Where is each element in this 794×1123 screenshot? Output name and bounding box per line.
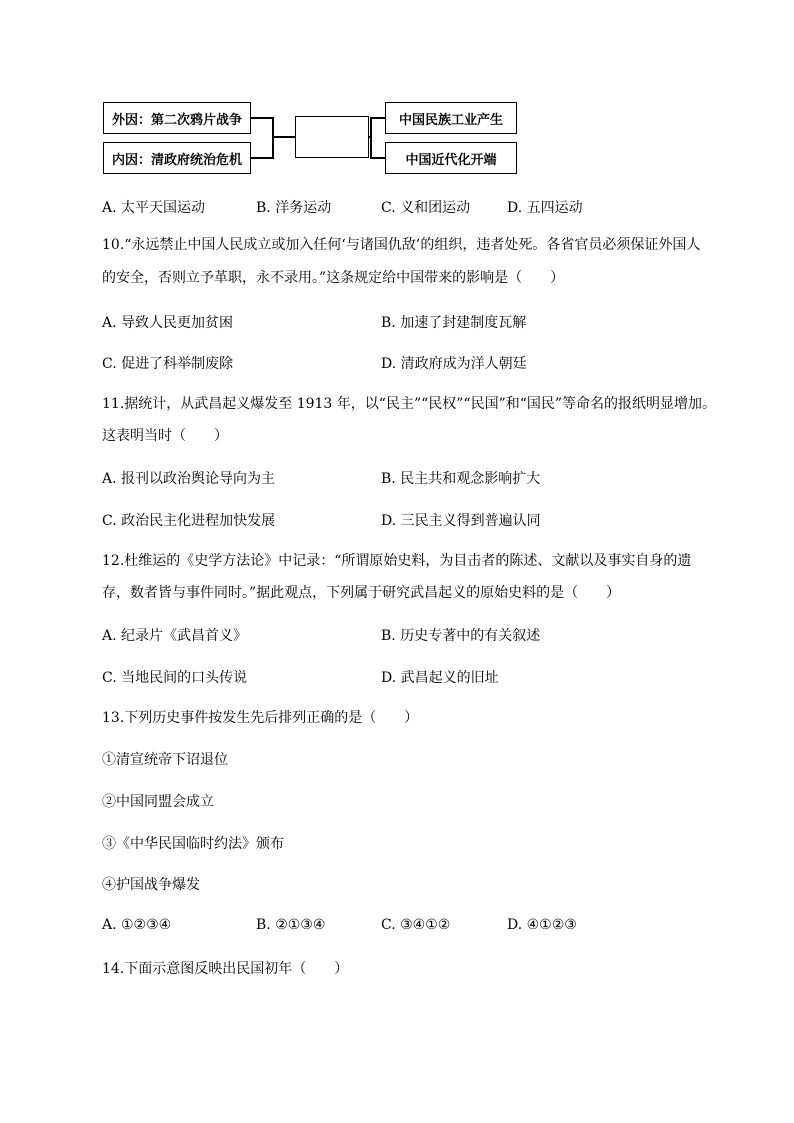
national-industry-box: 中国民族工业产生 <box>385 102 517 134</box>
q10-option-d[interactable]: D. 清政府成为洋人朝廷 <box>381 356 527 372</box>
q11-option-c[interactable]: C. 政治民主化进程加快发展 <box>102 513 276 529</box>
q12-stem-line1: 12.杜维运的《史学方法论》中记录：“所谓原始史料，为目击者的陈述、文献以及事实自身的遗 <box>102 553 692 569</box>
center-blank-box <box>295 116 369 158</box>
q13-option-b[interactable]: B. ②①③④ <box>256 917 326 933</box>
q10-stem-line1: 10.“永远禁止中国人民成立或加入任何‘与诸国仇敌’的组织，违者处死。各省官员必须保证外国人 <box>102 237 701 253</box>
q13-option-d[interactable]: D. ④①②③ <box>507 917 577 933</box>
q9-option-d[interactable]: D. 五四运动 <box>507 200 583 216</box>
q13-option-a[interactable]: A. ①②③④ <box>102 917 172 933</box>
q13-item-2: ②中国同盟会成立 <box>102 794 214 810</box>
q9-option-c[interactable]: C. 义和团运动 <box>381 200 471 216</box>
left-connector-bottom <box>251 157 273 159</box>
q11-option-b[interactable]: B. 民主共和观念影响扩大 <box>381 471 541 487</box>
right-connector-vertical <box>370 117 372 159</box>
q13-item-4: ④护国战争爆发 <box>102 877 200 893</box>
q13-item-3: ③《中华民国临时约法》颁布 <box>102 836 284 852</box>
external-cause-box: 外因：第二次鸦片战争 <box>103 102 251 134</box>
right-connector-bottom <box>370 157 385 159</box>
q12-option-c[interactable]: C. 当地民间的口头传说 <box>102 670 248 686</box>
left-connector-top <box>251 117 273 119</box>
q9-option-a[interactable]: A. 太平天国运动 <box>102 200 206 216</box>
q11-option-d[interactable]: D. 三民主义得到普遍认同 <box>381 513 541 529</box>
internal-cause-box: 内因：清政府统治危机 <box>103 142 251 174</box>
q11-option-a[interactable]: A. 报刊以政治舆论导向为主 <box>102 471 276 487</box>
q12-option-d[interactable]: D. 武昌起义的旧址 <box>381 670 499 686</box>
q13-stem: 13.下列历史事件按发生先后排列正确的是（ ） <box>102 710 419 726</box>
q12-option-a[interactable]: A. 纪录片《武昌首义》 <box>102 628 248 644</box>
q11-stem-line1: 11.据统计，从武昌起义爆发至 1913 年，以“民主”“民权”“民国”和“国民”等命名的报纸明显增加。 <box>102 396 717 412</box>
q13-item-1: ①清宣统帝下诏退位 <box>102 752 228 768</box>
q11-stem-line2: 这表明当时（ ） <box>102 428 228 444</box>
left-connector-vertical <box>272 117 274 159</box>
left-connector-join <box>272 136 295 138</box>
q10-stem-line2: 的安全，否则立予革职，永不录用。”这条规定给中国带来的影响是（ ） <box>102 270 565 286</box>
q12-option-b[interactable]: B. 历史专著中的有关叙述 <box>381 628 541 644</box>
q9-option-b[interactable]: B. 洋务运动 <box>256 200 332 216</box>
q14-stem: 14.下面示意图反映出民国初年（ ） <box>102 961 349 977</box>
right-connector-top <box>370 117 385 119</box>
q10-option-a[interactable]: A. 导致人民更加贫困 <box>102 315 234 331</box>
modernization-start-box: 中国近代化开端 <box>385 142 517 174</box>
q12-stem-line2: 存，数者皆与事件同时。”据此观点，下列属于研究武昌起义的原始史料的是（ ） <box>102 585 621 601</box>
q10-option-b[interactable]: B. 加速了封建制度瓦解 <box>381 315 527 331</box>
q13-option-c[interactable]: C. ③④①② <box>381 917 451 933</box>
q10-option-c[interactable]: C. 促进了科举制废除 <box>102 356 234 372</box>
